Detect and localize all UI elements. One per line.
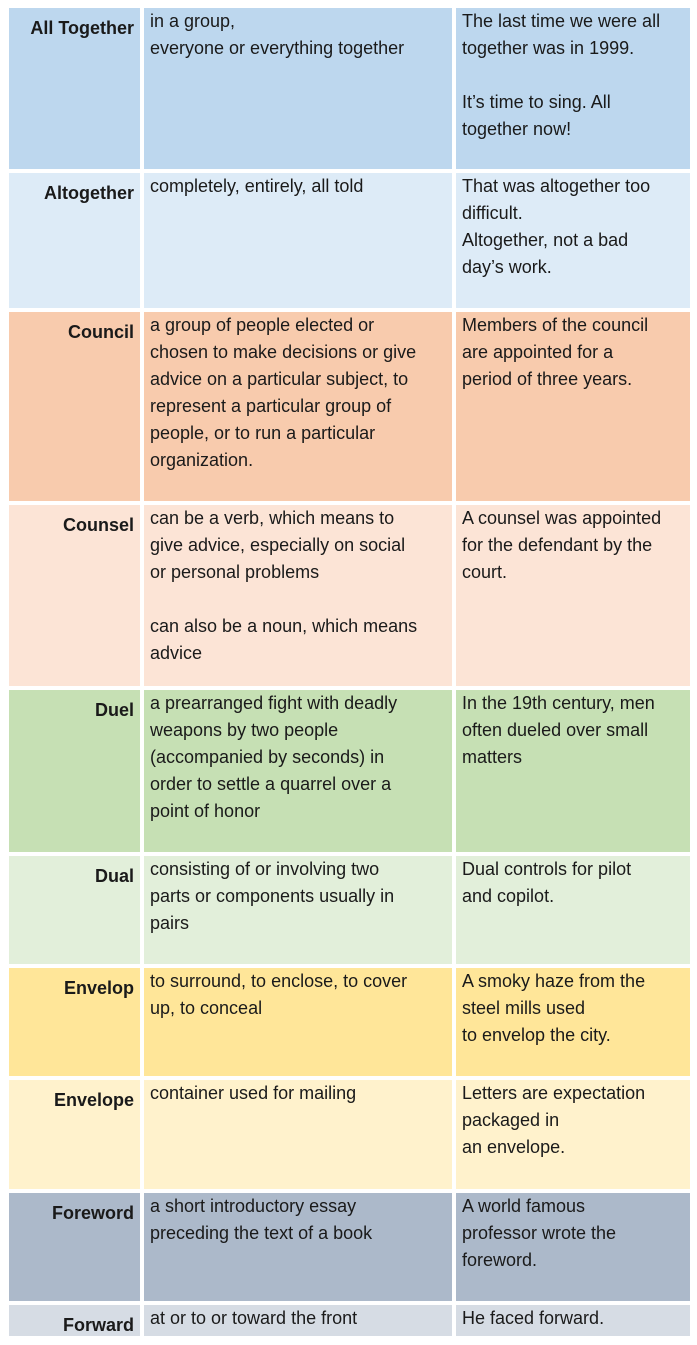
definition-cell [144,1305,452,1336]
definition-line: at or to or toward the front [150,1308,358,1328]
example-line: period of three years. [462,369,633,389]
definition-line: weapons by two people [150,720,339,740]
paragraph-gap [462,62,684,89]
definition-cell [144,312,452,501]
example-cell [456,8,690,169]
definition-cell [144,173,452,308]
example-cell [456,312,690,501]
example-line: for the defendant by the [462,535,653,555]
example-line: He faced forward. [462,1308,605,1328]
term-text: Dual [94,866,134,886]
definition-line: pairs [150,913,190,933]
definition-cell [144,690,452,852]
example-cell [456,173,690,308]
example-line: professor wrote the [462,1223,617,1243]
example-line: difficult. [462,203,523,223]
term-cell [9,173,140,308]
term-text: Forward [62,1315,134,1335]
table-row [0,1305,697,1336]
example-line: Members of the council [462,315,649,335]
example-line: often dueled over small [462,720,649,740]
example-line: A world famous [462,1196,586,1216]
table-row [0,505,697,686]
term-text: Foreword [51,1203,134,1223]
example-line: foreword. [462,1250,538,1270]
paragraph-gap [150,586,446,613]
table-row [0,1193,697,1301]
term-text: Envelope [53,1090,134,1110]
definition-line: preceding the text of a book [150,1223,373,1243]
example-line: an envelope. [462,1137,566,1157]
example-line: It’s time to sing. All [462,92,611,112]
table-row [0,8,697,169]
example-line: That was altogether too [462,176,651,196]
definition-line: advice on a particular subject, to [150,369,409,389]
definition-line: organization. [150,450,254,470]
definition-line: everyone or everything together [150,38,405,58]
term-cell [9,968,140,1076]
definition-cell [144,856,452,964]
term-text: Counsel [62,515,134,535]
term-cell [9,856,140,964]
term-cell [9,312,140,501]
example-cell [456,1080,690,1189]
example-line: together now! [462,119,572,139]
example-cell [456,690,690,852]
example-line: Letters are expectation [462,1083,646,1103]
definition-line: to surround, to enclose, to cover [150,971,408,991]
example-line: court. [462,562,508,582]
term-cell [9,1080,140,1189]
table-row [0,690,697,852]
table-row [0,312,697,501]
definition-line: can also be a noun, which means [150,616,418,636]
example-line: A smoky haze from the [462,971,646,991]
example-cell [456,1193,690,1301]
example-cell [456,1305,690,1336]
example-line: In the 19th century, men [462,693,655,713]
term-text: Duel [94,700,134,720]
term-cell [9,505,140,686]
table-row [0,856,697,964]
example-line: day’s work. [462,257,552,277]
definition-line: represent a particular group of [150,396,392,416]
definition-line: up, to conceal [150,998,263,1018]
example-line: together was in 1999. [462,38,635,58]
table-row [0,173,697,308]
table-row [0,968,697,1076]
example-line: Dual controls for pilot [462,859,632,879]
example-cell [456,856,690,964]
definition-line: a short introductory essay [150,1196,357,1216]
term-text: Altogether [44,183,134,203]
definition-line: point of honor [150,801,261,821]
definition-line: a prearranged fight with deadly [150,693,398,713]
example-line: matters [462,747,523,767]
definition-line: give advice, especially on social [150,535,406,555]
definition-line: a group of people elected or [150,315,375,335]
term-text: Envelop [63,978,134,998]
definition-line: order to settle a quarrel over a [150,774,392,794]
term-cell [9,8,140,169]
example-line: Altogether, not a bad [462,230,629,250]
definition-line: advice [150,643,203,663]
definition-cell [144,1193,452,1301]
example-line: to envelop the city. [462,1025,611,1045]
term-cell [9,690,140,852]
definition-cell [144,505,452,686]
table-row [0,1080,697,1189]
definition-line: (accompanied by seconds) in [150,747,385,767]
example-line: packaged in [462,1110,560,1130]
definition-cell [144,1080,452,1189]
example-line: A counsel was appointed [462,508,662,528]
definition-line: can be a verb, which means to [150,508,395,528]
definition-line: parts or components usually in [150,886,395,906]
term-text: Council [68,322,134,342]
term-cell [9,1305,140,1336]
example-cell [456,505,690,686]
example-line: are appointed for a [462,342,614,362]
definition-line: completely, entirely, all told [150,176,364,196]
term-cell [9,1193,140,1301]
term-text: All Together [30,18,134,38]
definition-line: in a group, [150,11,236,31]
example-cell [456,968,690,1076]
example-line: and copilot. [462,886,555,906]
definition-line: or personal problems [150,562,320,582]
example-line: steel mills used [462,998,586,1018]
definition-line: chosen to make decisions or give [150,342,417,362]
definition-cell [144,968,452,1076]
definition-line: container used for mailing [150,1083,357,1103]
definition-cell [144,8,452,169]
definition-line: consisting of or involving two [150,859,380,879]
definition-line: people, or to run a particular [150,423,376,443]
example-line: The last time we were all [462,11,661,31]
